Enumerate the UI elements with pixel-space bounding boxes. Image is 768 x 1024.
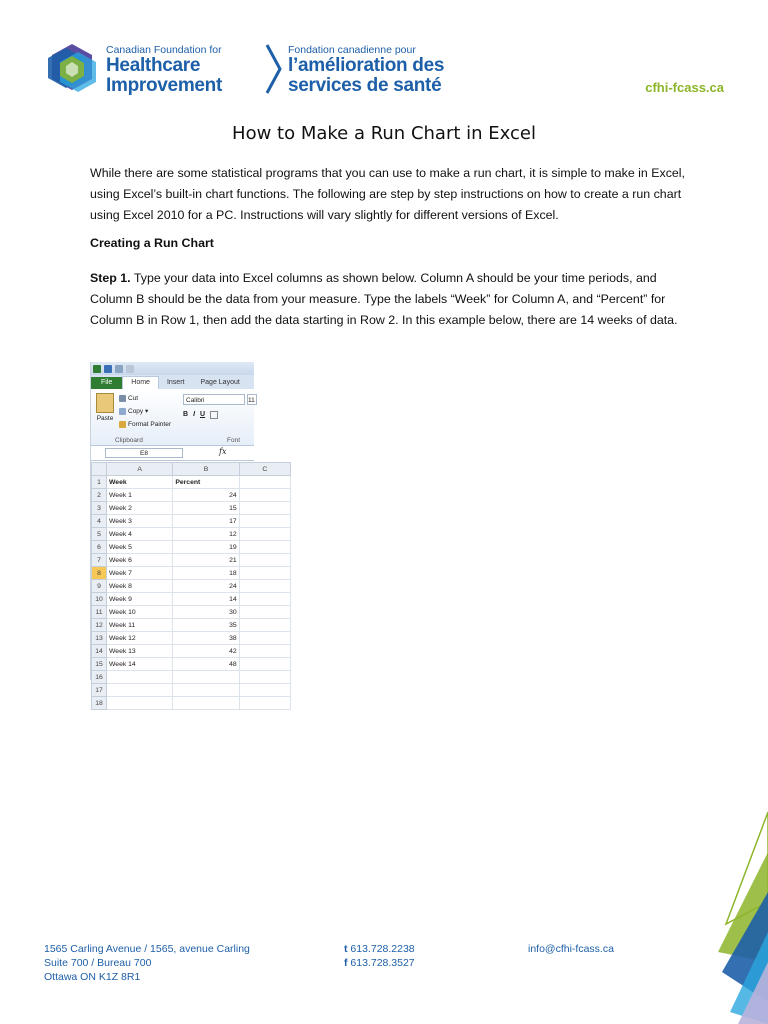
row-header[interactable]: 7 xyxy=(92,554,107,567)
empty-cell[interactable] xyxy=(239,489,290,502)
step-1-label: Step 1. xyxy=(90,271,131,285)
empty-cell[interactable] xyxy=(107,671,173,684)
table-row xyxy=(92,658,291,671)
percent-cell[interactable]: 15 xyxy=(173,502,239,515)
week-cell[interactable]: Week 6 xyxy=(107,554,173,567)
week-cell[interactable]: Week 10 xyxy=(107,606,173,619)
format-painter-label: Format Painter xyxy=(128,421,171,428)
table-row xyxy=(92,541,291,554)
bold-button[interactable]: B xyxy=(183,411,189,418)
percent-cell[interactable]: 38 xyxy=(173,632,239,645)
empty-cell[interactable] xyxy=(239,515,290,528)
telephone-label: t xyxy=(344,943,348,955)
italic-button[interactable]: I xyxy=(193,411,196,418)
paste-label: Paste xyxy=(96,415,114,422)
address-line-1: 1565 Carling Avenue / 1565, avenue Carling xyxy=(44,943,250,955)
undo-icon[interactable] xyxy=(115,365,123,373)
empty-cell[interactable] xyxy=(239,502,290,515)
tab-page-layout[interactable]: Page Layout xyxy=(200,379,240,386)
percent-cell[interactable]: 48 xyxy=(173,658,239,671)
table-row xyxy=(92,606,291,619)
quick-access-toolbar xyxy=(91,362,254,375)
table-row xyxy=(92,515,291,528)
empty-cell[interactable] xyxy=(239,645,290,658)
clipboard-group-label: Clipboard xyxy=(115,437,143,444)
row-header[interactable]: 12 xyxy=(92,619,107,632)
table-row xyxy=(92,593,291,606)
font-group-label: Font xyxy=(227,437,241,444)
empty-cell[interactable] xyxy=(239,580,290,593)
font-size-select[interactable]: 11 xyxy=(247,394,257,405)
table-row xyxy=(92,632,291,645)
chevron-right-icon xyxy=(264,42,284,96)
fax-label: f xyxy=(344,957,348,969)
table-row xyxy=(92,489,291,502)
empty-cell[interactable] xyxy=(107,697,173,710)
week-cell[interactable]: Week 8 xyxy=(107,580,173,593)
cut-button[interactable] xyxy=(119,392,171,405)
borders-icon[interactable] xyxy=(210,411,218,419)
percent-cell[interactable]: 21 xyxy=(173,554,239,567)
empty-cell[interactable] xyxy=(239,528,290,541)
week-cell[interactable]: Week 1 xyxy=(107,489,173,502)
empty-cell[interactable] xyxy=(239,684,290,697)
week-cell[interactable]: Week 12 xyxy=(107,632,173,645)
row-header[interactable]: 1 xyxy=(92,476,107,489)
excel-screenshot xyxy=(90,362,268,707)
page-title: How to Make a Run Chart in Excel xyxy=(232,123,536,144)
paintbrush-icon xyxy=(119,421,126,428)
redo-icon[interactable] xyxy=(126,365,134,373)
empty-cell[interactable] xyxy=(239,541,290,554)
hexagon-logo-icon xyxy=(44,42,100,94)
fax xyxy=(344,956,415,970)
scissors-icon xyxy=(119,395,126,402)
table-row xyxy=(92,580,291,593)
row-header[interactable]: 11 xyxy=(92,606,107,619)
worksheet-grid xyxy=(91,462,291,710)
formula-bar xyxy=(91,446,254,461)
percent-cell[interactable]: 24 xyxy=(173,489,239,502)
tab-insert[interactable]: Insert xyxy=(166,379,185,386)
week-cell[interactable]: Week 14 xyxy=(107,658,173,671)
row-header[interactable]: 2 xyxy=(92,489,107,502)
table-row xyxy=(92,528,291,541)
empty-cell[interactable] xyxy=(239,593,290,606)
empty-cell[interactable] xyxy=(107,684,173,697)
week-cell[interactable]: Week 13 xyxy=(107,645,173,658)
cut-label: Cut xyxy=(128,395,139,402)
week-cell[interactable]: Week 7 xyxy=(107,567,173,580)
week-cell[interactable]: Week 9 xyxy=(107,593,173,606)
table-row xyxy=(92,502,291,515)
row-header[interactable]: 17 xyxy=(92,684,107,697)
percent-cell[interactable]: 24 xyxy=(173,580,239,593)
empty-cell[interactable] xyxy=(173,671,239,684)
empty-cell[interactable] xyxy=(239,671,290,684)
logo-en-line2: Healthcare xyxy=(106,55,201,76)
paste-button[interactable] xyxy=(95,393,115,431)
percent-cell[interactable]: 42 xyxy=(173,645,239,658)
percent-cell[interactable]: 18 xyxy=(173,567,239,580)
underline-button[interactable]: U xyxy=(200,411,206,418)
cell-b1[interactable]: Percent xyxy=(173,476,239,489)
column-header-a[interactable]: A xyxy=(107,463,173,476)
table-row xyxy=(92,684,291,697)
column-header-b[interactable]: B xyxy=(173,463,239,476)
excel-app-icon xyxy=(93,365,101,373)
footer-address xyxy=(44,942,250,984)
footer-phones xyxy=(344,942,415,970)
save-icon[interactable] xyxy=(104,365,112,373)
table-row xyxy=(92,554,291,567)
percent-cell[interactable]: 12 xyxy=(173,528,239,541)
font-name-select[interactable]: Calibri xyxy=(183,394,245,405)
font-format-buttons xyxy=(183,411,218,419)
logo-text-english xyxy=(106,44,266,96)
empty-cell[interactable] xyxy=(239,567,290,580)
row-header[interactable]: 16 xyxy=(92,671,107,684)
row-header[interactable]: 15 xyxy=(92,658,107,671)
cell-c1[interactable] xyxy=(239,476,290,489)
row-header[interactable]: 9 xyxy=(92,580,107,593)
week-cell[interactable]: Week 11 xyxy=(107,619,173,632)
logo-fr-line2: l’amélioration des xyxy=(288,55,445,76)
copy-icon xyxy=(119,408,126,415)
table-row xyxy=(92,619,291,632)
row-header[interactable]: 13 xyxy=(92,632,107,645)
logo-fr-line1: Fondation canadienne pour xyxy=(288,44,416,56)
table-row xyxy=(92,697,291,710)
table-row xyxy=(92,645,291,658)
intro-paragraph: While there are some statistical programs that you can use to make a run chart, it is simple to make in Excel, using Excel’s built-in chart functions. The following are step by step instructions on how to create a run chart using Excel 2010 for a PC. Instructions will vary slightly for different versions of Excel. xyxy=(90,166,685,222)
empty-cell[interactable] xyxy=(239,632,290,645)
row-header[interactable]: 5 xyxy=(92,528,107,541)
copy-label: Copy ▾ xyxy=(128,408,149,415)
row-header[interactable]: 18 xyxy=(92,697,107,710)
week-cell[interactable]: Week 3 xyxy=(107,515,173,528)
percent-cell[interactable]: 19 xyxy=(173,541,239,554)
percent-cell[interactable]: 17 xyxy=(173,515,239,528)
step-1-text: Type your data into Excel columns as shown below. Column A should be your time periods, and Column B should be the data from your measure. Type the labels “Week” for Column A, and “Percent” for Column B in Row 1, then add the data starting in Row 2. In this example below, there are 14 weeks of data. xyxy=(90,271,678,327)
row-header[interactable]: 6 xyxy=(92,541,107,554)
clipboard-commands xyxy=(119,392,171,431)
section-heading: Creating a Run Chart xyxy=(90,236,214,250)
address-line-2: Suite 700 / Bureau 700 xyxy=(44,957,152,969)
table-row xyxy=(92,567,291,580)
telephone-number: 613.728.2238 xyxy=(347,943,415,955)
cfhi-logo xyxy=(44,40,445,100)
fax-number: 613.728.3527 xyxy=(347,957,415,969)
empty-cell[interactable] xyxy=(173,684,239,697)
ribbon-home xyxy=(91,389,254,446)
ribbon-tabs xyxy=(91,375,254,389)
insert-function-icon[interactable]: fx xyxy=(219,447,227,456)
column-header-c[interactable]: C xyxy=(239,463,290,476)
logo-fr-line3: services de santé xyxy=(288,75,442,96)
table-row xyxy=(92,671,291,684)
format-painter-button[interactable] xyxy=(119,418,171,431)
row-header[interactable]: 3 xyxy=(92,502,107,515)
percent-cell[interactable]: 35 xyxy=(173,619,239,632)
week-cell[interactable]: Week 5 xyxy=(107,541,173,554)
select-all-corner[interactable] xyxy=(92,463,107,476)
site-url[interactable]: cfhi-fcass.ca xyxy=(645,80,724,95)
cell-a1[interactable]: Week xyxy=(107,476,173,489)
empty-cell[interactable] xyxy=(239,554,290,567)
tab-file[interactable]: File xyxy=(91,377,122,389)
logo-en-line1: Canadian Foundation for xyxy=(106,44,222,56)
row-header[interactable]: 10 xyxy=(92,593,107,606)
step-1-paragraph xyxy=(90,268,690,331)
row-header[interactable]: 4 xyxy=(92,515,107,528)
telephone xyxy=(344,942,415,956)
address-line-3: Ottawa ON K1Z 8R1 xyxy=(44,971,141,983)
percent-cell[interactable]: 14 xyxy=(173,593,239,606)
week-cell[interactable]: Week 2 xyxy=(107,502,173,515)
logo-en-line3: Improvement xyxy=(106,75,223,96)
row-header[interactable]: 14 xyxy=(92,645,107,658)
week-cell[interactable]: Week 4 xyxy=(107,528,173,541)
row-header[interactable]: 8 xyxy=(92,567,107,580)
empty-cell[interactable] xyxy=(239,697,290,710)
footer-email[interactable]: info@cfhi-fcass.ca xyxy=(528,943,614,955)
empty-cell[interactable] xyxy=(173,697,239,710)
copy-button[interactable] xyxy=(119,405,171,418)
empty-cell[interactable] xyxy=(239,619,290,632)
name-box[interactable]: E8 xyxy=(105,448,183,458)
corner-decoration-icon xyxy=(718,812,768,1024)
percent-cell[interactable]: 30 xyxy=(173,606,239,619)
tab-home[interactable]: Home xyxy=(122,376,159,389)
empty-cell[interactable] xyxy=(239,658,290,671)
clipboard-icon xyxy=(96,393,114,413)
logo-text-french xyxy=(288,44,458,96)
empty-cell[interactable] xyxy=(239,606,290,619)
